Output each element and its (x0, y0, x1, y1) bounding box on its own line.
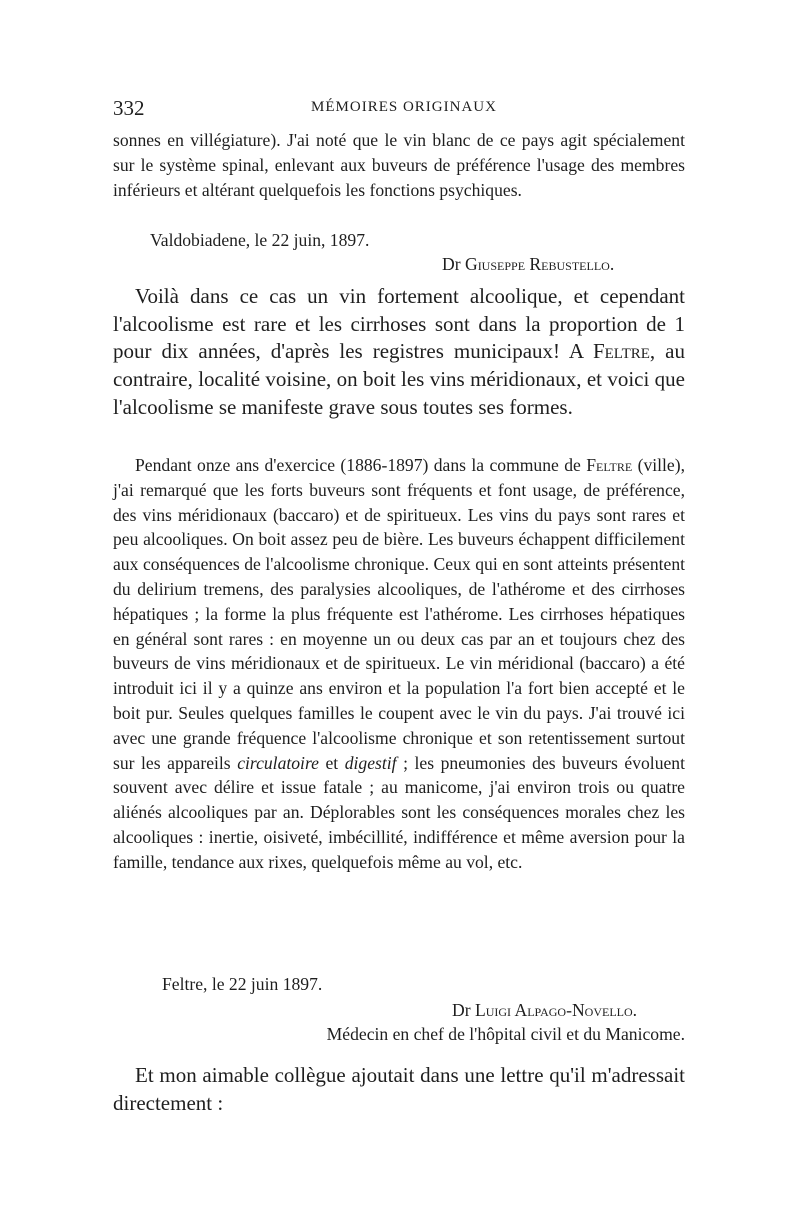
commentary-paragraph-1 (113, 283, 685, 422)
letter2-signature (452, 998, 637, 1022)
signature-title: Dr (452, 1000, 471, 1020)
commentary1-place: Feltre (592, 339, 650, 364)
commentary1-before: Voilà dans ce cas un vin fortement alcoolique, et cependant l'alcoolisme est rare et les cirrhoses sont dans la proportion de 1 pour dix années, d'après les registres municipaux! A (113, 284, 685, 364)
letter2-place: Feltre (586, 455, 633, 475)
letter1-body: sonnes en villégiature). J'ai noté que le vin blanc de ce pays agit spécialement sur le système spinal, enlevant aux buveurs de préférence l'usage des membres inférieurs et altérant quelquefois les fonctions psychiques. (113, 130, 685, 200)
letter2-body (113, 453, 685, 875)
page-number: 332 (113, 96, 145, 120)
letter2-body-part1: (ville), j'ai remarqué que les forts buveurs sont fréquents et font usage, de préférence, des vins méridionaux (baccaro) et de spiritueux. Les vins du pays sont rares et peu alcooliques. On boit assez peu de bière. Les buveurs échappent difficilement aux conséquences de l'alcoolisme chronique. Ceux qui en sont atteints présentent du delirium tremens, des paralysies alcooliques, de l'athérome et des cirrhoses hépatiques ; la forme la plus fréquente est l'athérome. Les cirrhoses hépatiques en général sont rares : en moyenne un ou deux cas par an et toujours chez des buveurs de vins méridionaux et de spiritueux. Le vin méridional (baccaro) a été introduit ici il y a quinze ans environ et la population l'a fort bien accepté et le boit pur. Seules quelques familles le coupent avec le vin du pays. J'ai trouvé ici avec une grande fréquence l'alcoolisme chronique et son retentissement surtout sur les appareils (113, 455, 685, 773)
running-title: MÉMOIRES ORIGINAUX (311, 99, 497, 115)
letter2-signature-role: Médecin en chef de l'hôpital civil et du Manicome. (326, 1024, 685, 1044)
letter2-intro: Pendant onze ans d'exercice (1886-1897) dans la commune de (135, 455, 587, 475)
signature-name: Luigi Alpago-Novello. (474, 1000, 638, 1020)
letter2-connector: et (318, 752, 345, 773)
letter2-place-date: Feltre, le 22 juin 1897. (162, 974, 323, 994)
page-header (113, 96, 695, 126)
signature-name: Giuseppe Rebustello. (464, 254, 615, 274)
letter1-signature (442, 252, 614, 276)
commentary1-after: , au contraire, localité voisine, on boit les vins méridionaux, et voici que l'alcoolisme se manifeste grave sous toutes ses formes. (113, 339, 685, 419)
commentary-paragraph-2: Et mon aimable collègue ajoutait dans une lettre qu'il m'adressait directement : (113, 1063, 685, 1115)
signature-title: Dr (442, 254, 461, 274)
letter1-place-date: Valdobiadene, le 22 juin, 1897. (150, 230, 370, 250)
letter2-italic-circulatoire: circulatoire (237, 752, 319, 773)
letter2-body-part2: ; les pneumonies des buveurs évoluent souvent avec délire et issue fatale ; au manicome, j'ai environ trois ou quatre aliénés alcooliques par an. Déplorables sont les conséquences morales chez les alcooliques : inertie, oisiveté, imbécillité, indifférence et même aversion pour la famille, tendance aux rixes, quelquefois même au vol, etc. (113, 752, 685, 872)
letter2-italic-digestif: digestif (344, 752, 397, 773)
